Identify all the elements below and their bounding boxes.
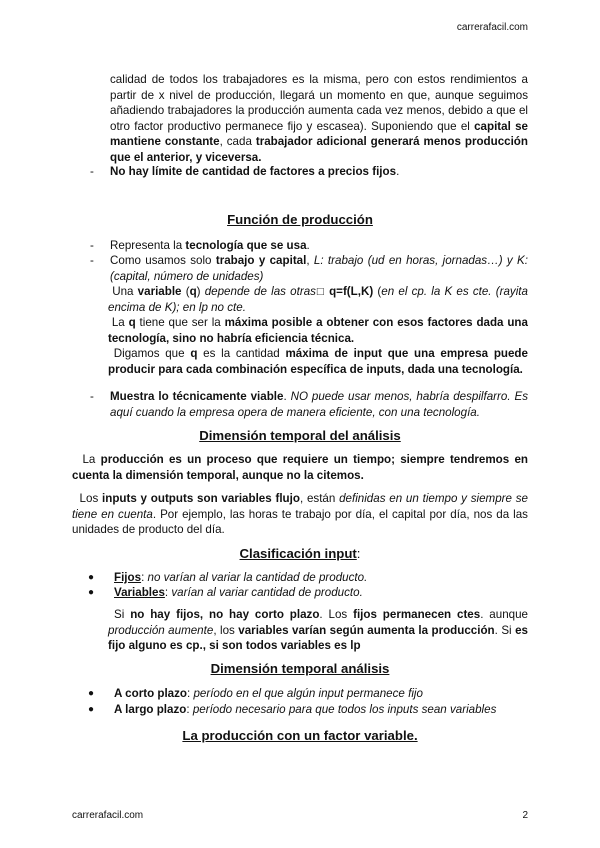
header-site: carrerafacil.com: [456, 22, 528, 33]
text: ): [196, 285, 205, 298]
intro-text: calidad de todos los trabajadores es la misma, pero con estos rendimientos a partir de x nivel de producción, llegará un momento en que, aunque seguimos añadiendo trabajadores la producción aumenta cada vez menos, debido a que el otro factor productivo permanece fijo y escasea). Suponiendo que el: [110, 73, 528, 133]
text: :: [187, 687, 194, 700]
funcion-item-3: [110, 389, 528, 420]
italic: NO puede usar menos, habría despilfarro. Es aquí cuando la empresa opera de manera eficiente, con una tecnología.: [110, 390, 528, 419]
bold: A corto plazo: [114, 687, 187, 700]
text: (: [181, 285, 190, 298]
italic: período necesario para que todos los inputs sean variables: [192, 703, 497, 716]
intro-bold: trabajador adicional generará menos producción que el anterior, y viceversa.: [110, 135, 528, 164]
intro-bold: No hay límite de cantidad de factores a precios fijos: [110, 165, 397, 178]
funcion-paragraph-max: [108, 346, 528, 377]
text: .: [306, 239, 310, 252]
text: tiene que ser la: [135, 316, 225, 329]
bold: producción es un proceso que requiere un tiempo; siempre tendremos en cuenta la dimensión temporal, aunque no la citemos.: [72, 453, 528, 482]
bold: inputs y outputs son variables flujo: [102, 492, 300, 505]
intro-text: , cada: [219, 135, 256, 148]
italic: L: trabajo (ud en horas, jornadas…) y K: (capital, número de unidades): [110, 254, 528, 283]
dash-marker: -: [90, 239, 94, 252]
bold-underline: Variables: [114, 586, 165, 599]
text: La: [82, 453, 101, 466]
bold: tecnología que se usa: [185, 239, 307, 252]
dash-marker: -: [90, 165, 94, 178]
dimension2-bullet-largo: [114, 702, 528, 718]
text: ,: [306, 254, 314, 267]
bold: trabajo y capital: [215, 254, 307, 267]
box-symbol: □: [315, 285, 325, 298]
bold: q: [190, 347, 198, 360]
italic: definidas en un tiempo y siempre se tiene en cuenta: [72, 492, 528, 521]
funcion-item-1: [110, 238, 528, 254]
text: . Si: [494, 623, 516, 637]
bold: q: [189, 285, 197, 298]
section-title-clasificacion: Clasificación input:: [239, 546, 361, 561]
text: La: [111, 316, 129, 329]
bold: máxima posible a obtener con esos factores dada una tecnología, sino no habría eficiencia técnica.: [108, 316, 528, 345]
section-title-funcion: Función de producción: [227, 212, 373, 227]
title-colon: :: [356, 546, 361, 561]
text: es la cantidad: [197, 347, 286, 360]
section-title-dimension: Dimensión temporal del análisis: [199, 428, 401, 443]
text: :: [141, 571, 148, 584]
dimension-paragraph-2: [72, 491, 528, 538]
text: . Los: [319, 608, 354, 621]
funcion-paragraph-variable: [108, 284, 528, 315]
text: , los: [213, 623, 239, 637]
bold: es fijo alguno es cp., si son todos variables es lp: [108, 623, 529, 652]
funcion-item-2: [110, 253, 528, 284]
footer-site: carrerafacil.com: [72, 810, 144, 821]
text: .: [283, 390, 291, 403]
dimension2-bullet-corto: [114, 686, 528, 702]
funcion-paragraph-q: [108, 315, 528, 346]
formula: q=f(L,K): [329, 285, 374, 298]
page-number: 2: [522, 810, 528, 821]
bullet-marker: ●: [88, 587, 95, 598]
text: , están: [299, 492, 340, 505]
italic: no varían al variar la cantidad de producto.: [147, 571, 368, 584]
text: :: [164, 586, 172, 599]
bold: q: [128, 316, 136, 329]
intro-bold: capital se mantiene constante: [110, 119, 528, 148]
italic: en el cp. la K es cte. (rayita encima de K); en lp no cte.: [108, 285, 528, 314]
clasificacion-bullet-fijos: [114, 570, 528, 586]
text: Si: [114, 608, 131, 621]
intro-text: .: [396, 165, 400, 178]
bold: variables varían según aumenta la producción: [238, 623, 495, 637]
text: . Por ejemplo, las horas te trabajo por día, el capital por día, nos da las unidades de producto del día.: [72, 507, 528, 536]
clasificacion-paragraph: [108, 607, 528, 654]
text: Los: [79, 492, 103, 505]
dash-marker: -: [90, 254, 94, 267]
section-title-dimension-2: Dimensión temporal análisis: [210, 661, 390, 676]
bold: fijos permanecen ctes: [353, 608, 481, 621]
italic: período en el que algún input permanece fijo: [193, 687, 423, 700]
text: Digamos que: [113, 347, 191, 360]
bullet-marker: ●: [88, 688, 95, 699]
text: . aunque: [480, 608, 528, 621]
italic: depende de las otras: [204, 285, 316, 298]
bold: A largo plazo: [114, 703, 187, 716]
bullet-marker: ●: [88, 572, 95, 583]
italic: varían al variar cantidad de producto.: [171, 586, 363, 599]
text: Representa la: [110, 239, 186, 252]
text: (: [373, 285, 382, 298]
bold-underline: Fijos: [114, 571, 142, 584]
dash-marker: -: [90, 390, 94, 403]
section-title-factor-variable: La producción con un factor variable.: [182, 728, 418, 743]
text: Una: [112, 285, 138, 298]
intro-paragraph: [110, 72, 528, 165]
italic: producción aumente: [108, 623, 214, 637]
bullet-marker: ●: [88, 704, 95, 715]
bold: no hay fijos, no hay corto plazo: [130, 608, 320, 621]
text: :: [186, 703, 193, 716]
text: Como usamos solo: [110, 254, 216, 267]
clasificacion-bullet-variables: [114, 585, 528, 601]
bold: Muestra lo técnicamente viable: [110, 390, 284, 403]
bold: variable: [137, 285, 182, 298]
bold: máxima de input que una empresa puede producir para cada combinación específica de inputs, dada una tecnología.: [108, 347, 528, 376]
intro-no-limit: [110, 164, 528, 180]
dimension-paragraph-1: [72, 452, 528, 483]
